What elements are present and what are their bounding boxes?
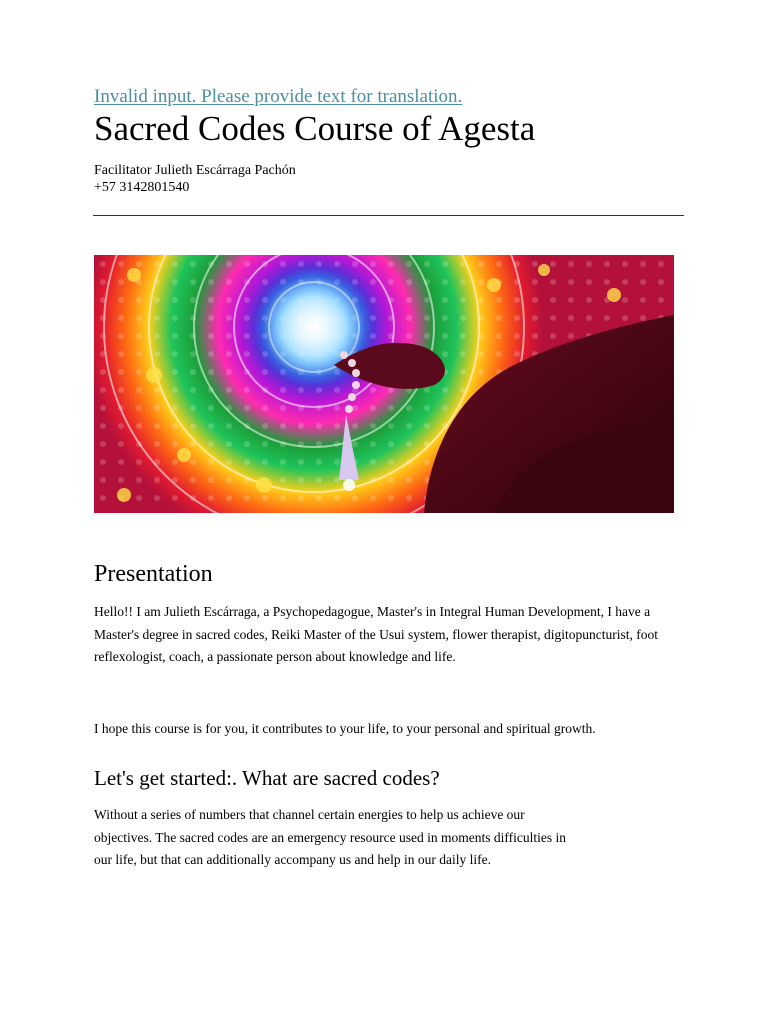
top-link[interactable]: Invalid input. Please provide text for translation. xyxy=(94,86,463,107)
sacred-codes-heading: Let's get started:. What are sacred codes? xyxy=(94,766,440,790)
presentation-heading: Presentation xyxy=(94,561,213,587)
header-divider xyxy=(93,215,684,216)
facilitator-block xyxy=(94,162,296,196)
facilitator-phone: +57 3142801540 xyxy=(94,180,190,195)
course-hope-paragraph: I hope this course is for you, it contributes to your life, to your personal and spiritual growth. xyxy=(94,721,596,736)
presentation-paragraph: Hello!! I am Julieth Escárraga, a Psychopedagogue, Master's in Integral Human Development, I have a Master's degree in sacred codes, Reiki Master of the Usui system, flower therapist, digitopuncturist, foot reflexologist, coach, a passionate person about knowledge and life. xyxy=(94,604,659,664)
hero-mandala-image xyxy=(94,255,674,513)
document-title: Sacred Codes Course of Agesta xyxy=(94,109,536,148)
facilitator-name: Facilitator Julieth Escárraga Pachón xyxy=(94,163,296,178)
sacred-codes-paragraph: Without a series of numbers that channel certain energies to help us achieve our objectives. The sacred codes are an emergency resource used in moments difficulties in our life, but that can additionally accompany us and help in our daily life. xyxy=(94,807,566,867)
